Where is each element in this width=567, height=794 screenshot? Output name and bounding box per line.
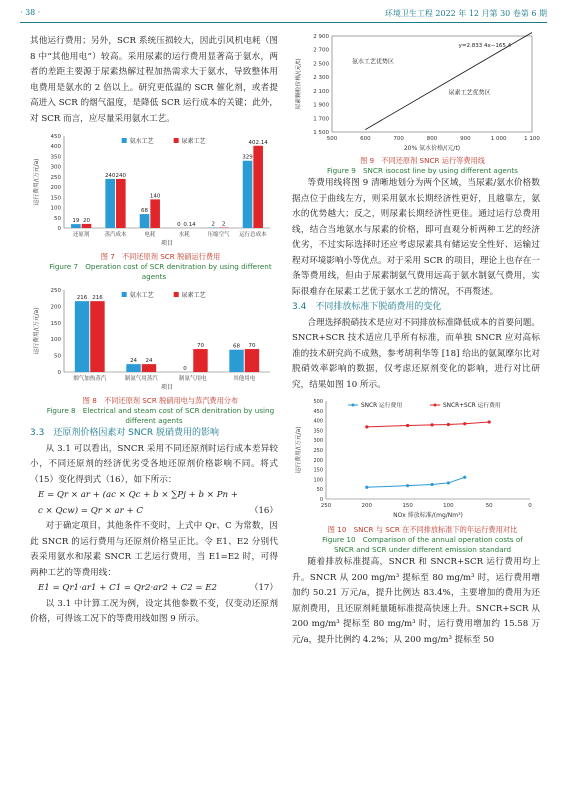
bar: [193, 349, 207, 372]
y-tick-label: 200: [50, 185, 61, 192]
x-tick-label: 其他用电: [233, 376, 256, 382]
equation-16-line2: c × Qcw) = Qr × ar + C （16）: [30, 504, 278, 520]
figure-9-caption-en: Figure 9 SNCR isocost line by using different agents: [327, 166, 518, 175]
y-tick-label: 0: [57, 226, 61, 232]
data-label: 68: [141, 208, 149, 215]
page-number: · 38 ·: [20, 8, 41, 17]
x-tick-label: 1 100: [524, 136, 540, 142]
legend-label: 尿素工艺: [181, 292, 206, 299]
y-tick-label: 50: [54, 353, 61, 360]
figure-8-chart: [30, 284, 278, 396]
paragraph: 从 3.1 可以看出，SNCR 采用不同还原剂时运行成本差异较小，不同还原剂的经济优劣受各地还原剂价格影响不同。将式（15）变化得到式（16），如下所示：: [30, 443, 278, 485]
y-tick-label: 2 700: [313, 47, 329, 54]
data-point: [488, 420, 491, 423]
y-tick-label: 50: [54, 215, 61, 222]
figure-9-chart: [292, 28, 540, 156]
data-label: 2: [222, 221, 226, 228]
y-tick-label: 100: [50, 337, 61, 344]
legend-label: 氨水工艺: [129, 138, 154, 145]
data-label: 140: [149, 193, 161, 200]
x-axis-title: 项目: [160, 384, 174, 391]
bar: [245, 349, 259, 372]
left-column: [30, 34, 278, 628]
bar: [229, 350, 243, 372]
bar: [243, 161, 253, 228]
legend-marker: [352, 404, 355, 407]
data-label: 70: [248, 343, 256, 350]
x-tick-label: 700: [393, 136, 404, 142]
section-3-4-title: 3.4 不同排放标准下脱硝费用的变化: [292, 302, 442, 312]
y-tick-label: 100: [50, 205, 61, 212]
paragraph: 其他运行费用；另外，SCR 系统压损较大，因此引风机电耗（图 8 中“其他用电”）较高。采用尿素的运行费用显著高于氨水，两者的差距主要源于尿素热解过程加热需求大于氨水，导致整体用电费用是氨水的 2 倍以上。研究更低温的 SCR 催化剂，或者提高进入 SCR 的烟气温度，是降低 SCR 运行成本的关键；此外，对 SCR 而言，应尽量采用氨水工艺。: [30, 36, 278, 124]
figure-7-caption: 图 7 不同还原剂 SCR 脱硝运行费用: [100, 252, 221, 261]
bar: [90, 301, 104, 372]
equation-number: （16）: [249, 505, 278, 516]
bar: [82, 224, 92, 228]
data-label: 0.14: [183, 221, 196, 228]
x-tick-label: 500: [326, 136, 338, 142]
data-point: [365, 425, 368, 428]
y-tick-label: 0: [57, 370, 61, 376]
figure-10-chart: [292, 395, 540, 525]
x-axis-title: 20% 氨水价格/(元/t): [403, 145, 461, 152]
region-label: 氨水工艺优势区: [352, 58, 395, 66]
equation-label: y=2.833 4x−165.4: [458, 42, 512, 49]
x-tick-label: 800: [426, 136, 438, 142]
y-tick-label: 250: [50, 288, 61, 294]
y-tick-label: 150: [50, 320, 61, 327]
journal-title: 环境卫生工程 2022 年 12 月第 30 卷第 6 期: [384, 9, 547, 18]
legend-swatch: [122, 292, 127, 297]
legend-swatch: [122, 138, 127, 143]
x-tick-label: 烟气加热蒸汽: [73, 376, 107, 382]
legend-swatch: [174, 292, 179, 297]
data-label: 24: [130, 358, 138, 365]
x-tick-label: 电耗: [144, 232, 156, 238]
y-tick-label: 400: [313, 418, 323, 425]
legend-label: 氨水工艺: [129, 292, 154, 299]
data-label: 240: [115, 172, 127, 179]
data-label: 0: [183, 366, 187, 372]
paragraph: 等费用线将图 9 清晰地划分为两个区域，当尿素/氨水价格数据点位于曲线左方，则采用氨水长期经济性更好，且越靠左，氨水的优势越大；反之，则尿素长期经济性更佳。通过运行总费用线，结合当地氨水与尿素的价格，即可直观分析两种工艺的经济优劣，不过实际选择时还应考虑尿素具有储运安全性好、运输过程对环境影响小等优点。对于采用 SCR 的项目，理论上也存在一条等费用线，但由于尿素制氨气费用远高于氨水制氨气费用，实际很难存在尿素工艺优于氨水工艺的情况，不再赘述。: [292, 178, 540, 297]
bar: [105, 179, 115, 228]
data-point: [430, 423, 433, 426]
y-tick-label: 2 500: [313, 61, 329, 68]
figure-10-caption-en-2: SNCR and SCR under different emission standard: [333, 545, 512, 554]
y-tick-label: 2 100: [313, 88, 329, 95]
legend-marker: [434, 404, 437, 407]
x-tick-label: 水耗: [178, 232, 190, 238]
y-tick-label: 200: [313, 457, 323, 464]
y-tick-label: 250: [313, 448, 323, 454]
x-tick-label: 压缩空气: [207, 232, 230, 238]
bar: [75, 301, 89, 372]
y-tick-label: 2 300: [313, 75, 329, 82]
figure-10-caption-en-1: Figure 10 Comparison of the annual operation costs of: [322, 535, 523, 544]
y-tick-label: 1 700: [313, 116, 329, 123]
y-tick-label: 1 900: [313, 102, 329, 109]
y-tick-label: 400: [50, 144, 61, 151]
y-tick-label: 1 500: [313, 130, 329, 136]
data-point: [463, 476, 466, 479]
x-tick-label: 制氨气用蒸汽: [124, 376, 158, 382]
figure-8-caption-en: Figure 8 Electrical and steam cost of SCR denitration by using different agents: [46, 406, 275, 425]
y-tick-label: 250: [50, 174, 61, 181]
bar: [253, 146, 263, 228]
data-label: 402.14: [248, 139, 268, 146]
y-tick-label: 50: [316, 487, 323, 494]
figure-9-caption: 图 9 不同还原剂 SNCR 运行等费用线: [360, 156, 485, 165]
figure-7-chart: [30, 130, 278, 252]
series-line: [367, 422, 489, 427]
bar: [116, 179, 126, 228]
y-axis-title: 尿素颗粒价格/(元/t): [296, 58, 302, 110]
legend-label: SNCR 运行费用: [361, 403, 403, 409]
data-label: 329: [242, 154, 253, 161]
y-tick-label: 150: [313, 467, 323, 474]
x-tick-label: 200: [361, 503, 373, 509]
x-tick-label: 1 000: [490, 136, 507, 142]
y-tick-label: 0: [319, 497, 323, 503]
bar: [71, 224, 81, 228]
y-tick-label: 500: [313, 399, 323, 405]
series-line: [367, 477, 465, 487]
figure-7-caption-en: Figure 7 Operation cost of SCR denitration by using different agents: [49, 262, 272, 281]
section-3-3-title: 3.3 还原剂价格因素对 SNCR 脱硝费用的影响: [30, 428, 220, 438]
data-label: 216: [92, 295, 103, 302]
data-point: [406, 424, 409, 427]
data-label: 240: [104, 172, 116, 179]
y-tick-label: 350: [313, 428, 323, 435]
figure-8-caption: 图 8 不同还原剂 SCR 脱硝用电与蒸汽费用分布: [82, 396, 239, 405]
paragraph: 以 3.1 中计算工况为例，设定其他参数不变，仅变动还原剂价格，可得该工况下的等费用线如图 9 所示。: [30, 598, 278, 624]
y-tick-label: 150: [50, 195, 61, 202]
data-point: [447, 423, 450, 426]
data-point: [463, 422, 466, 425]
y-axis-title: 运行费用/(万元/a): [296, 426, 302, 474]
x-tick-label: 还原剂: [72, 232, 90, 238]
data-label: 19: [72, 218, 80, 225]
bar: [150, 199, 160, 228]
data-label: 216: [76, 295, 88, 302]
legend-label: 尿素工艺: [181, 138, 206, 145]
data-label: 70: [196, 343, 204, 350]
data-label: 24: [145, 358, 153, 365]
x-axis-title: 项目: [160, 240, 174, 247]
data-point: [447, 481, 450, 484]
paragraph: 合理选择脱硝技术是应对不同排放标准降低成本的首要问题。SNCR+SCR 技术适应几乎所有标准，而单独 SNCR 应对高标准的技术研究尚不成熟，参考胡利华等 [18] 给出的氨氮摩尔比对脱硝效率影响的数据，仅考虑还原剂变化的影响，进行对比研究，结果如图 10 所示。: [292, 317, 540, 390]
figure-10-caption: 图 10 SNCR 与 SCR 在不同排放标准下的年运行费用对比: [327, 525, 518, 534]
bar: [126, 364, 140, 372]
data-point: [430, 483, 433, 486]
x-tick-label: 制氨气用电: [178, 376, 207, 382]
x-tick-label: 250: [320, 503, 332, 509]
y-tick-label: 450: [313, 408, 323, 415]
y-tick-label: 2 900: [313, 34, 329, 40]
y-axis-title: 运行费用/(万元/a): [34, 158, 40, 206]
legend-label: SNCR+SCR 运行费用: [443, 403, 501, 409]
page-header: [20, 8, 547, 23]
equation-number: （17）: [249, 583, 278, 593]
x-tick-label: 600: [360, 136, 371, 142]
bar: [140, 214, 150, 228]
legend-swatch: [174, 138, 179, 143]
data-label: 20: [82, 217, 90, 224]
y-axis-title: 运行费用/(万元/a): [34, 307, 40, 355]
equation-17: E1 = Qr1·ar1 + C1 = Qr2·ar2 + C2 = E2 （17）: [30, 581, 278, 597]
data-point: [365, 486, 368, 489]
y-tick-label: 100: [313, 477, 323, 484]
x-tick-label: 0: [528, 503, 532, 509]
x-tick-label: 100: [443, 503, 454, 509]
region-label: 尿素工艺优势区: [448, 89, 491, 97]
y-tick-label: 200: [50, 304, 61, 311]
x-tick-label: 50: [485, 503, 493, 509]
y-tick-label: 300: [313, 438, 323, 445]
equation-16-line1: E = Qr × ar + (ac × Qc + b × ∑Pj + b × Pn +: [38, 490, 238, 500]
x-tick-label: 900: [460, 136, 471, 142]
data-point: [406, 484, 409, 487]
x-axis-title: NOx 排放标准/(mg/Nm³): [393, 512, 463, 519]
data-label: 0: [177, 222, 181, 228]
y-tick-label: 350: [50, 154, 61, 161]
y-tick-label: 450: [50, 134, 61, 140]
x-tick-label: 150: [402, 503, 413, 509]
data-label: 68: [233, 343, 241, 350]
right-column: [292, 34, 540, 648]
data-label: 2: [211, 221, 215, 228]
x-tick-label: 蒸汽成本: [104, 232, 127, 238]
y-tick-label: 300: [50, 164, 61, 171]
bar: [142, 364, 156, 372]
x-tick-label: 运行总成本: [239, 232, 267, 238]
paragraph: 对于确定项目，其他条件不变时，上式中 Qr、C 为常数，因此 SNCR 的运行费用与还原剂价格呈正比。令 E1、E2 分别代表采用氨水和尿素 SNCR 工艺运行费用，当 E1=E2 时，可得两种工艺的等费用线：: [30, 521, 278, 578]
paragraph: 随着排放标准提高，SNCR 和 SNCR+SCR 运行费用均上升。SNCR 从 200 mg/m³ 提标至 80 mg/m³ 时，运行费用增加约 50.21 万元/a，提升比例达 83.4%，主要增加的费用为还原剂费用，且还原剂耗量随标准提高快速上升。SNCR+SCR 从 200 mg/m³ 提标至 80 mg/m³ 时，运行费用增加约 15.58 万元/a，提升比例约 4.2%；从 200 mg/m³ 提标至 50: [292, 557, 540, 645]
